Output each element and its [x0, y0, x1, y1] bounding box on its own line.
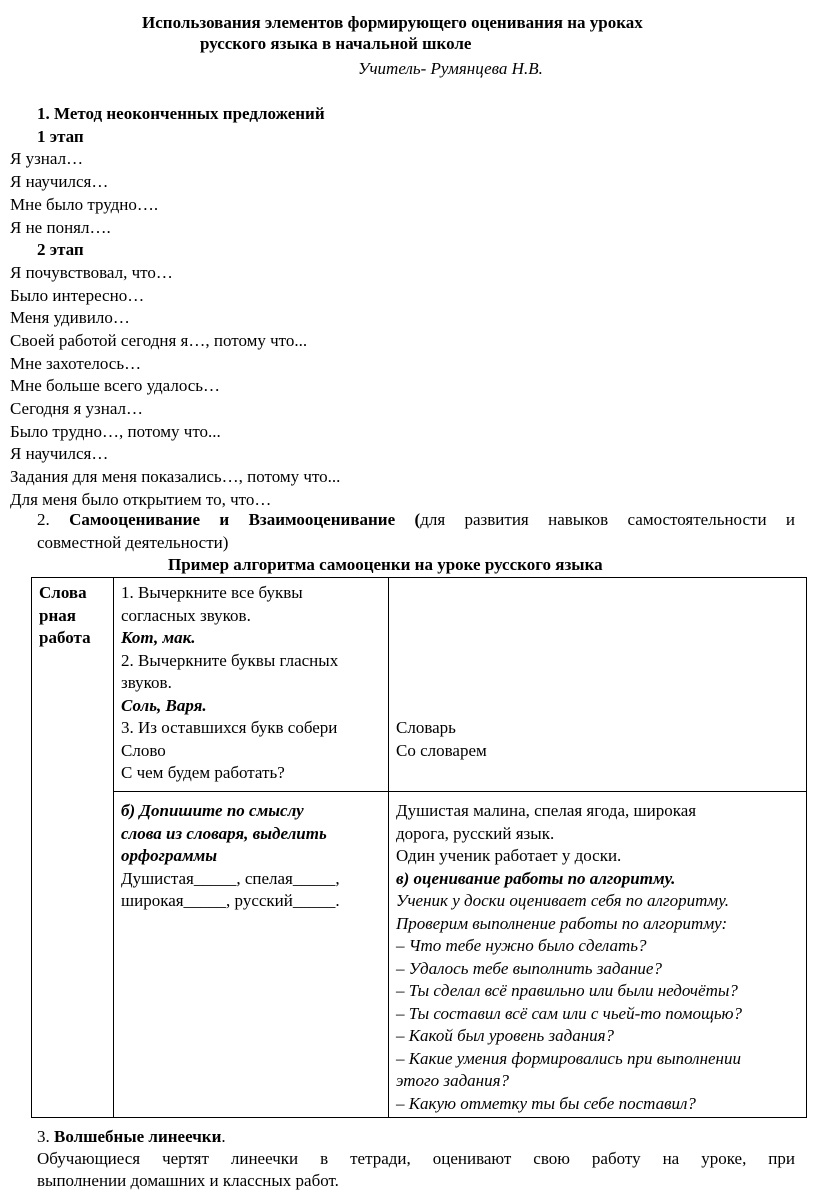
evaluation-question: – Ты сделал всё правильно или были недочёты?: [396, 981, 738, 1000]
fill-in-text: Душистая_____, спелая_____,: [121, 868, 340, 888]
topic-line: работа: [39, 628, 91, 647]
list-item: Для меня было открытием то, что…: [10, 490, 272, 509]
section3-heading: [37, 1126, 226, 1149]
stage2-label: 2 этап: [37, 240, 84, 259]
section1-heading: 1. Метод неоконченных предложений: [37, 104, 325, 123]
task-text: Слово: [121, 740, 166, 760]
table-cell-answers: [389, 578, 807, 792]
list-item: Своей работой сегодня я…, потому что...: [10, 331, 308, 350]
list-item: Было трудно…, потому что...: [10, 422, 221, 441]
stage1-label: 1 этап: [37, 127, 84, 146]
evaluation-text: Проверим выполнение работы по алгоритму:: [396, 913, 728, 933]
evaluation-question: – Какую отметку ты бы себе поставил?: [396, 1093, 696, 1113]
table-row: [32, 792, 807, 1118]
evaluation-question: – Ты составил всё сам или с чьей-то помощью?: [396, 1003, 743, 1023]
list-item: Меня удивило…: [10, 308, 130, 327]
task-text: согласных звуков.: [121, 605, 251, 625]
section2-heading-rest: для развития навыков самостоятельности и: [420, 510, 796, 529]
list-item: Я научился…: [10, 444, 109, 463]
fill-in-text: широкая_____, русский_____.: [121, 891, 340, 910]
answer-text: Со словарем: [396, 740, 487, 760]
task-b-heading: б) Допишите по смыслу: [121, 801, 304, 820]
answer-text: Один ученик работает у доски.: [396, 846, 622, 865]
task-example: Соль, Варя.: [121, 695, 207, 715]
task-b-heading: слова из словаря, выделить: [121, 823, 327, 843]
list-item: Я не понял….: [10, 218, 111, 237]
table-cell-topic: [32, 578, 114, 1118]
section3-number: 3.: [37, 1127, 50, 1146]
table-row: [32, 578, 807, 792]
evaluation-question: – Какой был уровень задания?: [396, 1026, 615, 1045]
topic-line: рная: [39, 605, 76, 625]
task-text: 2. Вычеркните буквы гласных: [121, 650, 339, 670]
table-cell-evaluation: [389, 792, 807, 1118]
task-text: С чем будем работать?: [121, 763, 285, 782]
task-example: Кот, мак.: [121, 628, 196, 647]
section3-heading-text: Волшебные линеечки: [54, 1127, 222, 1146]
evaluation-question: – Что тебе нужно было сделать?: [396, 936, 647, 955]
topic-line: Слова: [39, 583, 87, 602]
task-text: звуков.: [121, 673, 172, 692]
table-title: Пример алгоритма самооценки на уроке русского языка: [168, 555, 603, 574]
page-title: Использования элементов формирующего оценивания на уроках: [142, 13, 643, 32]
list-item: Задания для меня показались…, потому что...: [10, 467, 341, 486]
page-title-continued: русского языка в начальной школе: [200, 34, 472, 53]
evaluation-question: – Удалось тебе выполнить задание?: [396, 958, 662, 978]
task-text: 1. Вычеркните все буквы: [121, 583, 303, 602]
author: Учитель- Румянцева Н.В.: [358, 59, 543, 78]
list-item: Было интересно…: [10, 286, 145, 305]
list-item: Я узнал…: [10, 149, 84, 168]
evaluation-text: Ученик у доски оценивает себя по алгоритму.: [396, 891, 729, 910]
section3-text: Обучающиеся чертят линеечки в тетради, оценивают свою работу на уроке, при: [37, 1149, 795, 1168]
section3-text-continued: выполнении домашних и классных работ.: [37, 1171, 339, 1190]
list-item: Сегодня я узнал…: [10, 399, 144, 418]
evaluation-question: – Какие умения формировались при выполнении: [396, 1048, 741, 1068]
section2-heading: [37, 509, 795, 532]
table-cell-task-b: [114, 792, 389, 1118]
task-b-heading: орфограммы: [121, 846, 218, 865]
list-item: Я научился…: [10, 172, 109, 191]
list-item: Мне захотелось…: [10, 354, 142, 373]
task-text: 3. Из оставшихся букв собери: [121, 718, 338, 737]
section2-number: 2.: [37, 510, 50, 529]
list-item: Мне было трудно….: [10, 195, 159, 214]
algorithm-table: [31, 577, 807, 1118]
evaluation-question: этого задания?: [396, 1071, 509, 1090]
evaluation-heading: в) оценивание работы по алгоритму.: [396, 868, 676, 888]
table-cell-tasks: [114, 578, 389, 792]
section2-heading-continued: совместной деятельности): [37, 533, 229, 552]
answer-text: Словарь: [396, 718, 456, 737]
section2-heading-bold: Самооценивание и Взаимооценивание (: [69, 510, 421, 529]
list-item: Я почувствовал, что…: [10, 263, 173, 282]
section3-heading-dot: .: [221, 1127, 226, 1146]
answer-text: Душистая малина, спелая ягода, широкая: [396, 801, 697, 820]
list-item: Мне больше всего удалось…: [10, 376, 221, 395]
answer-text: дорога, русский язык.: [396, 823, 555, 843]
